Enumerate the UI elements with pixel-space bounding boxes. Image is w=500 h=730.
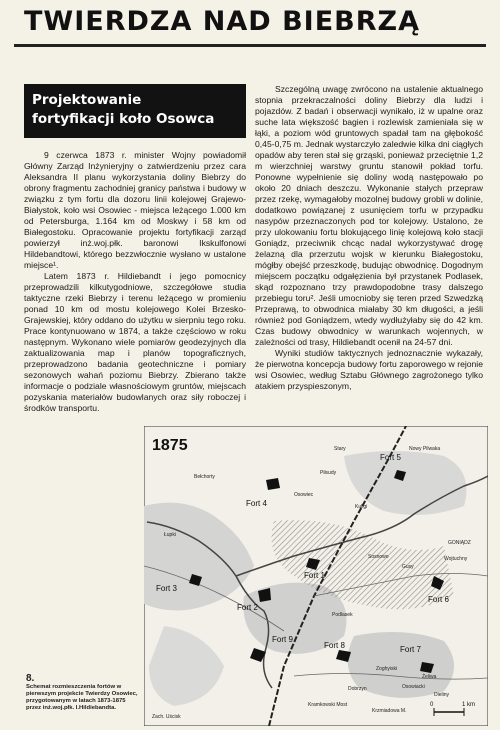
place-label: Łupki [164, 532, 176, 538]
place-label: Nowy Pilwaka [409, 446, 441, 452]
paragraph: 9 czerwca 1873 r. minister Wojny powiadomił Główny Zarząd Inżynieryjny o zatwierdzeniu przez cara Aleksandra II planu wykorzystania doliny Biebrzy do obrony fragmentu zachodniej granicy państwa i budowy w związku z tym fortu dla dozoru linii kolejowej Grajewo-Białystok, koło wsi Osowiec - miejsca leżącego 1.000 km od Petersburga, 1.164 km od Moskwy i 58 km od Białegostoku. Opracowanie projektu fortyfikacji zarząd powierzył inż.woj.płk. baronowi Ikskulfonowi Hildebandtowi, którego bezzwłocznie wysłano w ustalone miejsce¹. [24, 150, 246, 270]
place-label: Dieliny [434, 692, 450, 698]
place-label: Żeliwa [422, 674, 437, 680]
paragraph: Latem 1873 r. Hildiebandt i jego pomocnicy przeprowadzili kilkutygodniowe, szczegółowe studia taktyczne rzeki Biebrzy i terenu leżącego w promieniu ponad 10 km od mostu kolejowego Kolei Brzesko-Grajewskiej, który oddano do użytku w sierpniu tego roku. Prace kontynuowano w 1874, a także częściowo w roku następnym. Wykonano wiele pomiarów geodezyjnych dla zaktualizowania map i planów topograficznych, przeprowadzono badania geotechniczne i pomiary sezonowych wahań poziomu Biebrzy. Zbierano także informacje o podziale własnościowym gruntów, miejscach pozyskania materiałów budowlanych oraz siły roboczej i środków transportu. [24, 271, 246, 413]
place-label: GONIĄDZ [448, 540, 471, 546]
fort-label: Fort 9 [272, 635, 293, 644]
right-text-column [255, 84, 483, 392]
paragraph: Szczególną uwagę zwrócono na ustalenie aktualnego stopnia przekraczalności doliny Biebrzy dla ludzi i pojazdów. Z badań i obserwacji wynikało, iż w upalne oraz suche lata większość bagien i rozlewisk zamieniała się w łąki, a poziom wód gruntowych spadał tam na głębokość 0,45-0,75 m. Jednak wystarczyło zaledwie kilka dni ciągłych opadów aby teren stał się grząski, ponieważ przeciętnie 1,2 m wierzchniej warstwy gruntu stanowił pokład torfu. Ponowne wypełnienie się doliny wodą następowało po około 20 dniach deszczu. Wykonanie stałych przepraw przez rzekę, wymagałoby mozolnej budowy grobli w dolinie, dodatkowo powiązanej z usunięciem torfu w przypadku nasypów przeznaczonych pod tor kolejowy. Ustalono, że przy ulokowaniu fortu blokującego linię kolejową koło stacji Goniądz, przeciwnik chcąc nadal wykorzystywać drogę żelazną dla przerzutu wojsk w kierunku Białegostoku, mógłby obejść przeszkodę, budując obwodnicę. Dogodnym miejscem początku odgałęzienia był przystanek Podlasek, skąd rozpoznano trzy prawdopodobne trasy dalszego przebiegu toru². Jeśli umocnioby się teren przed Szwedzką Przeprawą, to obwodnica miałaby 30 km długości, a jeśli również pod Goniądzem, wtedy wydłużyłaby się do 42 km. Czas budowy obwodnicy w warunkach wojennych, w zależności od trasy, Hildiebandt ocenił na 24-57 dni. [255, 84, 483, 347]
fort-label: Fort 8 [324, 641, 345, 650]
place-label: Wojtuchny [444, 556, 468, 562]
place-label: Krzmiadowa M. [372, 708, 407, 714]
figure-caption [26, 674, 138, 712]
place-label: Kuligi [355, 504, 368, 510]
header-rule [14, 44, 486, 47]
place-label: Sosnowo [368, 554, 389, 560]
fort-label: Fort 7 [400, 645, 421, 654]
fort-label: Fort 4 [246, 499, 267, 508]
section-title-box [24, 84, 246, 138]
place-label: Dobrzyn [348, 686, 367, 692]
fort-label: Fort 2 [237, 603, 258, 612]
place-label: Kramkowski Most [308, 702, 348, 708]
place-label: Zach. Uścisk [152, 714, 181, 720]
section-title-line-1: Projektowanie [32, 92, 142, 108]
place-label: Piłsudy [320, 470, 337, 476]
place-label: Gusy [402, 564, 414, 570]
fort-label: Fort 3 [156, 584, 177, 593]
place-label: Bełchorty [194, 474, 215, 480]
fort-map [144, 426, 488, 726]
fort-label: Fort 5 [380, 453, 401, 462]
fort-label: Fort 1 [304, 571, 325, 580]
place-label: Stary [334, 446, 346, 452]
figure-number: 8. [26, 673, 35, 684]
fort-label: Fort 6 [428, 595, 449, 604]
paragraph: Wyniki studiów taktycznych jednoznacznie wykazały, że pierwotna koncepcja budowy fortu zaporowego w rejonie wsi Osowiec, według Sztabu Głównego zagrożonego tylko atakiem przyspieszonym, [255, 348, 483, 391]
place-label: Osowiec [294, 492, 314, 498]
place-label: Zoghyiski [376, 666, 398, 672]
scale-label: 0 [430, 702, 434, 708]
map-year: 1875 [152, 437, 188, 454]
place-label: Podlasek [332, 612, 353, 618]
scale-label: 1 km [462, 702, 476, 708]
section-title-line-2: fortyfikacji koło Osowca [32, 111, 215, 127]
page-title: TWIERDZA NAD BIEBRZĄ [24, 6, 420, 37]
left-text-column [24, 150, 246, 414]
place-label: Osowiacki [402, 684, 425, 690]
fort-marker [266, 478, 280, 490]
figure-caption-text: Schemat rozmieszczenia fortów w pierwszym projekcie Twierdzy Osowiec, przygotowanym w latach 1873-1875 przez inż.woj.płk. I.Hildiebandta. [26, 684, 138, 711]
